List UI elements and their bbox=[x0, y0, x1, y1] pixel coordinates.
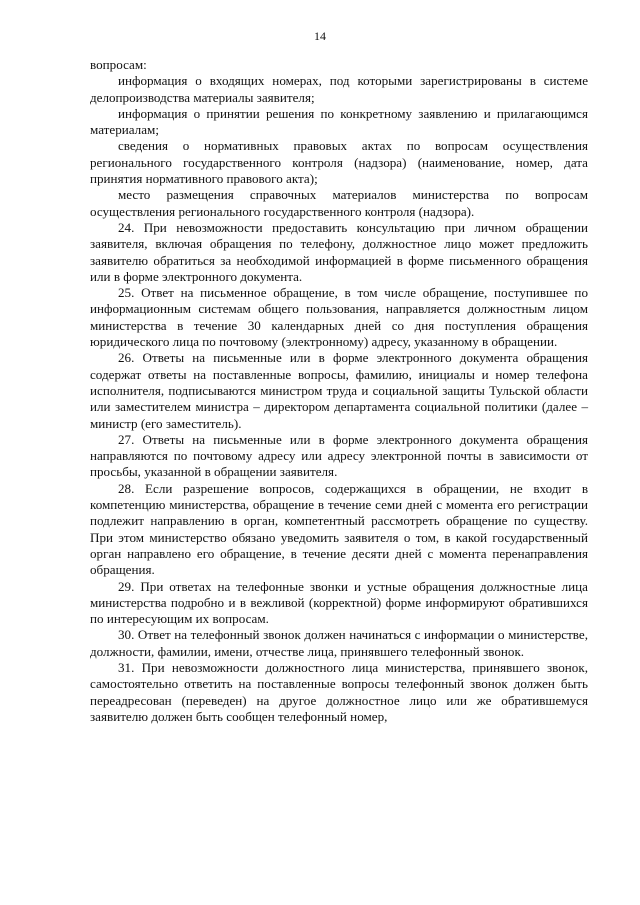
clause-30: 30. Ответ на телефонный звонок должен начинаться с информации о министерстве, должности, фамилии, имени, отчестве лица, принявшего телефонный звонок. bbox=[90, 627, 588, 659]
clause-27: 27. Ответы на письменные или в форме электронного документа обращения направляются по почтовому адресу или адресу электронной почты в зависимости от просьбы, указанной в обращении заявителя. bbox=[90, 431, 588, 480]
clause-29: 29. При ответах на телефонные звонки и устные обращения должностные лица министерства подробно и в вежливой (корректной) форме информируют обратившихся по интересующим их вопросам. bbox=[90, 578, 588, 627]
list-item-incoming-numbers: информация о входящих номерах, под которыми зарегистрированы в системе делопроизводства материалы заявителя; bbox=[90, 73, 588, 105]
clause-24: 24. При невозможности предоставить консультацию при личном обращении заявителя, включая обращения по телефону, должностное лицо может предложить заявителю обратиться за необходимой информацией в форме письменного обращения или в форме электронного документа. bbox=[90, 219, 588, 284]
clause-28: 28. Если разрешение вопросов, содержащихся в обращении, не входит в компетенцию министерства, обращение в течение семи дней с момента его регистрации подлежит направлению в орган, компетентный рассмотреть обращение по существу. При этом министерство обязано уведомить заявителя о том, в какой государственный орган направлено его обращение, в течение десяти дней с момента перенаправления обращения. bbox=[90, 480, 588, 578]
clause-26: 26. Ответы на письменные или в форме электронного документа обращения содержат ответы на поставленные вопросы, фамилию, инициалы и номер телефона исполнителя, подписываются министром труда и социальной защиты Тульской области или заместителем министра – директором департамента социальной политики (далее – министр (его заместитель). bbox=[90, 350, 588, 431]
clause-25: 25. Ответ на письменное обращение, в том числе обращение, поступившее по информационным системам общего пользования, направляется должностным лицом министерства в течение 30 календарных дней со дня поступления обращения юридического лица по почтовому (электронному) адресу, указанному в обращении. bbox=[90, 285, 588, 350]
document-body bbox=[90, 57, 588, 725]
paragraph-continuation: вопросам: bbox=[90, 57, 147, 72]
list-item-decision-info: информация о принятии решения по конкретному заявлению и прилагающимся материалам; bbox=[90, 105, 588, 138]
list-item-reference-materials: место размещения справочных материалов министерства по вопросам осуществления регионального государственного контроля (надзора). bbox=[90, 187, 588, 219]
list-item-normative-acts: сведения о нормативных правовых актах по вопросам осуществления регионального государственного контроля (надзора) (наименование, номер, дата принятия нормативного правового акта); bbox=[90, 138, 588, 187]
clause-31: 31. При невозможности должностного лица министерства, принявшего звонок, самостоятельно ответить на поставленные вопросы телефонный звонок должен быть переадресован (переведен) на другое должностное лицо или же обратившемуся заявителю должен быть сообщен телефонный номер, bbox=[90, 659, 588, 724]
page-number: 14 bbox=[314, 29, 326, 43]
